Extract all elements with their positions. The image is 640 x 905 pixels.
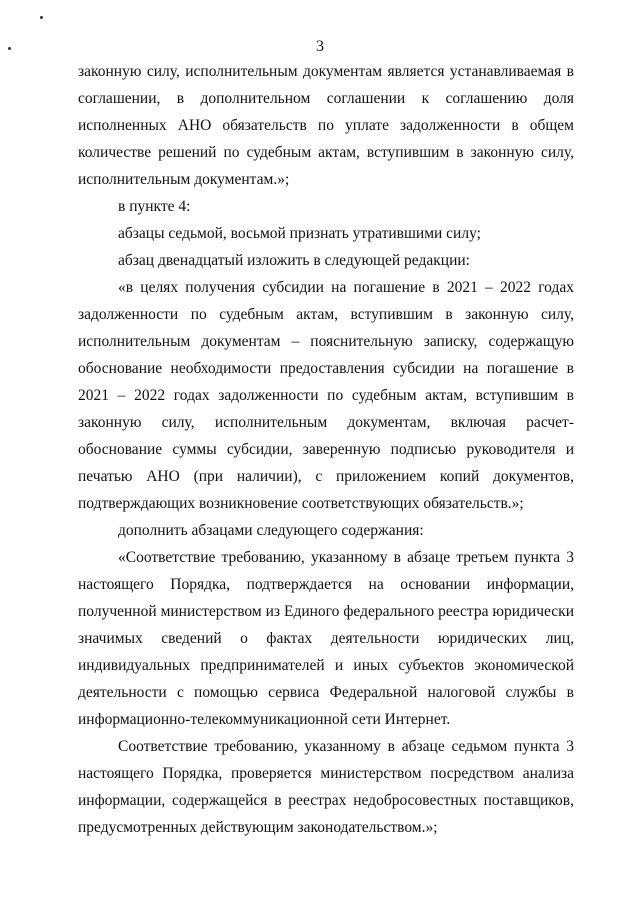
paragraph-continuation: законную силу, исполнительным документам является устанавливаемая в соглашении, в дополнительном соглашении к соглашению доля исполненных АНО обязательств по уплате задолженности в общем количестве решений по судебным актам, вступившим в законную силу, исполнительным документам.»; bbox=[78, 63, 574, 188]
paragraph-point-4: в пункте 4: bbox=[118, 198, 191, 215]
paragraph-restate: абзац двенадцатый изложить в следующей редакции: bbox=[118, 252, 470, 269]
paragraph-requirement-3: «Соответствие требованию, указанному в абзаце третьем пункта 3 настоящего Порядка, подтверждается на основании информации, полученной министерством из Единого федерального реестра юридически значимых сведений о фактах деятельности юридических лиц, индивидуальных предпринимателей и иных субъектов экономической деятельности с помощью сервиса Федеральной налоговой службы в информационно-телекоммуникационной сети Интернет. bbox=[78, 549, 574, 728]
paragraph-requirement-7: Соответствие требованию, указанному в абзаце седьмом пункта 3 настоящего Порядка, проверяется министерством посредством анализа информации, содержащейся в реестрах недобросовестных поставщиков, предусмотренных действующим законодательством.»; bbox=[78, 738, 574, 836]
document-body bbox=[78, 58, 574, 841]
scan-speck bbox=[40, 16, 43, 19]
paragraph-invalidate: абзацы седьмой, восьмой признать утратившими силу; bbox=[118, 225, 481, 242]
paragraph-supplement: дополнить абзацами следующего содержания: bbox=[118, 522, 424, 539]
paragraph-quoted-new-text: «в целях получения субсидии на погашение в 2021 – 2022 годах задолженности по судебным актам, вступившим в законную силу, исполнительным документам – пояснительную записку, содержащую обоснование необходимости предоставления субсидии на погашение в 2021 – 2022 годах задолженности по судебным актам, вступившим в законную силу, исполнительным документам, включая расчет-обоснование суммы субсидии, заверенную подписью руководителя и печатью АНО (при наличии), с приложением копий документов, подтверждающих возникновение соответствующих обязательств.»; bbox=[78, 279, 574, 512]
page-number: 3 bbox=[316, 38, 324, 55]
